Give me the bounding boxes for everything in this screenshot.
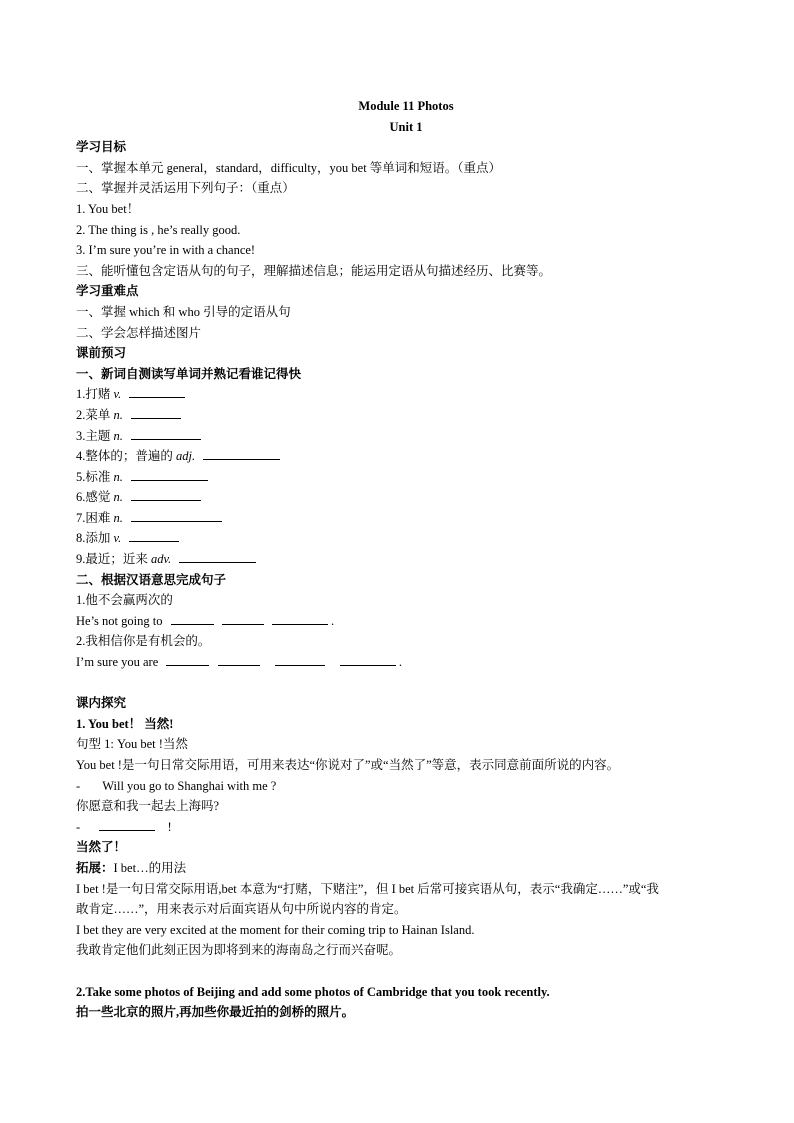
vocab-item — [76, 549, 736, 570]
sentence-period: . — [398, 655, 403, 670]
objective-line: 二、掌握并灵活运用下列句子：（重点） — [76, 181, 295, 196]
sentence-prompt: I’m sure you are — [76, 655, 159, 670]
sentence-prompt: He’s not going to — [76, 613, 163, 628]
answer-blank[interactable] — [218, 654, 260, 666]
vocab-pos: n. — [113, 407, 123, 422]
vocab-chinese: 4.整体的；普遍的 — [76, 449, 173, 464]
vocab-item — [76, 426, 736, 447]
answer-blank[interactable] — [99, 819, 155, 831]
preview-section1-heading: 一、新词自测读写单词并熟记看谁记得快 — [76, 366, 302, 381]
vocab-pos: v. — [113, 387, 122, 402]
extension-text: 敢肯定……”，用来表示对后面宾语从句中所说内容的肯定。 — [76, 902, 407, 917]
sentence-period: . — [330, 613, 335, 628]
vocab-pos: v. — [113, 531, 122, 546]
dialog-answer-chinese: 当然了！ — [76, 840, 127, 855]
document-title: Module 11 Photos — [358, 99, 454, 113]
document-page — [76, 96, 736, 1023]
vocab-item — [76, 487, 736, 508]
objective-line: 2. The thing is , he’s really good. — [76, 222, 241, 237]
dialog-question-chinese: 你愿意和我一起去上海吗? — [76, 799, 220, 814]
vocab-chinese: 5.标准 — [76, 469, 111, 484]
vocab-chinese: 2.菜单 — [76, 407, 111, 422]
objective-line: 3. I’m sure you’re in with a chance! — [76, 243, 256, 258]
answer-blank[interactable] — [129, 530, 179, 542]
vocab-item — [76, 405, 736, 426]
vocab-item — [76, 508, 736, 529]
vocab-item — [76, 467, 736, 488]
dialog-question-text: Will you go to Shanghai with me ? — [102, 778, 277, 793]
dialog-question — [76, 776, 736, 797]
extension-title-line — [76, 858, 736, 879]
document-subtitle: Unit 1 — [389, 119, 423, 134]
sentence-chinese: 2.我相信你是有机会的。 — [76, 634, 211, 649]
vocab-item — [76, 528, 736, 549]
difficulty-line: 二、学会怎样描述图片 — [76, 325, 202, 340]
dialog-dash: - — [76, 819, 81, 834]
spacer — [76, 961, 736, 982]
explain-line: You bet !是一句日常交际用语，可用来表达“你说对了”或“当然了”等意，表示同意前面所说的内容。 — [76, 758, 620, 772]
difficulty-line: 一、掌握 which 和 who 引导的定语从句 — [76, 304, 291, 319]
vocab-item — [76, 446, 736, 467]
answer-blank[interactable] — [131, 510, 222, 522]
pattern-line: 句型 1: You bet !当然 — [76, 737, 188, 752]
objective-line: 三、能听懂包含定语从句的句子，理解描述信息；能运用定语从句描述经历、比赛等。 — [76, 263, 552, 278]
vocab-chinese: 8.添加 — [76, 531, 111, 546]
extension-text: I bet !是一句日常交际用语,bet 本意为“打赌，下赌注”，但 I bet 后常可接宾语从句，表示“我确定……”或“我 — [76, 881, 659, 896]
answer-blank[interactable] — [131, 407, 181, 419]
answer-blank[interactable] — [179, 551, 256, 563]
vocab-item — [76, 384, 736, 405]
point1-title: 1. You bet！ 当然! — [76, 716, 174, 731]
answer-blank[interactable] — [222, 613, 264, 625]
extension-label: 拓展： — [76, 860, 114, 875]
sentence-english — [76, 652, 736, 673]
preview-heading: 课前预习 — [76, 346, 127, 361]
answer-blank[interactable] — [275, 654, 325, 666]
vocab-pos: n. — [113, 428, 123, 443]
vocab-pos: n. — [113, 510, 123, 525]
answer-blank[interactable] — [131, 489, 201, 501]
objectives-heading: 学习目标 — [76, 140, 127, 155]
vocab-pos: n. — [113, 490, 123, 505]
spacer — [76, 673, 736, 694]
dialog-dash: - — [76, 778, 81, 793]
vocab-chinese: 3.主题 — [76, 428, 111, 443]
extension-title: I bet…的用法 — [113, 860, 187, 875]
vocab-chinese: 7.困难 — [76, 510, 111, 525]
vocab-chinese: 1.打赌 — [76, 387, 111, 402]
difficulties-heading: 学习重难点 — [76, 284, 139, 299]
vocab-chinese: 6.感觉 — [76, 490, 111, 505]
sentence-chinese: 1.他不会赢两次的 — [76, 593, 173, 608]
vocab-chinese: 9.最近；近来 — [76, 552, 148, 567]
preview-section2-heading: 二、根据汉语意思完成句子 — [76, 572, 227, 587]
point2-title: 2.Take some photos of Beijing and add some photos of Cambridge that you took recently. — [76, 984, 550, 999]
answer-blank[interactable] — [131, 428, 201, 440]
answer-blank[interactable] — [131, 469, 208, 481]
point2-chinese: 拍一些北京的照片,再加些你最近拍的剑桥的照片。 — [76, 1005, 355, 1020]
vocab-pos: adj. — [176, 449, 196, 464]
example-chinese: 我敢肯定他们此刻正因为即将到来的海南岛之行而兴奋呢。 — [76, 943, 402, 958]
sentence-english — [76, 611, 736, 632]
dialog-answer — [76, 817, 736, 838]
explore-heading: 课内探究 — [76, 696, 127, 711]
vocab-pos: n. — [113, 469, 123, 484]
example-english: I bet they are very excited at the moment for their coming trip to Hainan Island. — [76, 922, 475, 937]
answer-blank[interactable] — [340, 654, 396, 666]
objective-line: 一、掌握本单元 general，standard，difficulty，you bet 等单词和短语。（重点） — [76, 160, 502, 175]
answer-blank[interactable] — [203, 448, 280, 460]
dialog-bang: ! — [167, 819, 172, 834]
answer-blank[interactable] — [171, 613, 214, 625]
answer-blank[interactable] — [166, 654, 209, 666]
answer-blank[interactable] — [129, 386, 185, 398]
objective-line: 1. You bet！ — [76, 201, 140, 216]
vocab-pos: adv. — [151, 552, 172, 567]
answer-blank[interactable] — [272, 613, 328, 625]
